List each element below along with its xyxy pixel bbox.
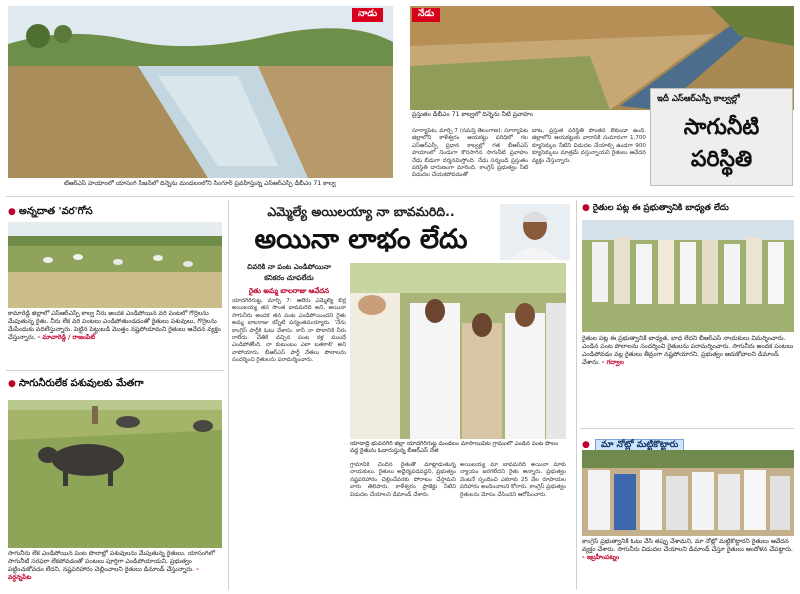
title-box-line3: పరిస్థితి [690,147,753,172]
left-mid-heading-text: అన్నదాత 'వర'గోస [18,206,93,217]
divider-top [6,196,794,197]
tag-then: నాడు [352,8,383,22]
center-headline-small: ఎమ్మెల్యే అయిలయ్యా నా బావమరిది.. [267,204,455,219]
center-subhead-3: రైతు అమ్మ బాలరాజు ఆవేదన [248,287,330,295]
left-mid-caption [8,310,222,360]
right-top-byline: - గద్వాల [601,359,624,366]
mla-portrait [500,204,570,260]
buffalo-grazing-photo [8,400,222,548]
divider-right-mid [580,428,794,429]
caption-now: ప్రస్తుతం డీబీఎం 71 కాల్వలో దిన్నెను నీటి ప్రవాహం [412,111,533,118]
right-bottom-heading: ● మా నోట్లో మట్టికొట్టారు [582,432,684,452]
right-bottom-byline: - ఇబ్రహీంపట్నం [582,554,620,561]
title-box-line2: సాగునీటి [683,115,760,140]
center-headline-big: అయినా లాభం లేదు [254,224,468,255]
sheep-grazing-photo [8,222,222,308]
divider-left-col [228,200,229,590]
center-body-col-right: అయిలయ్య మా బావమరిది అయినా మాకు న్యాయం జరగలేదని రైతు అన్నారు. ప్రభుత్వం వెంటనే స్పందించి ఎకరాకు 25 వేల రూపాయల పరిహారం అందించాలని కోరారు. కాంగ్రెస్ ప్రభుత్వం రైతులను మోసం చేసిందని ఆరోపించారు. [460,462,566,498]
center-subhead-2: కనికరం చూపలేదు [264,274,314,282]
tag-now: నేడు [412,8,440,22]
divider-left-mid [6,370,224,371]
right-top-heading: ● రైతుల పట్ల ఈ ప్రభుత్వానికి బాధ్యత లేదు [582,203,729,213]
left-bottom-heading-text: సాగునీరులేక పశువులకు మేతగా [18,378,144,389]
farmers-protest-photo [582,450,794,536]
right-bottom-caption-text: కాంగ్రెస్ ప్రభుత్వానికి ఓటు వేసి తప్పు చేశామని, మా నోట్లో మట్టికొట్టారని రైతులు ఆవేదన వ్యక్తం చేశారు. సాగునీరు విడుదల చేయాలని డిమాండ్ చేస్తూ రైతులు ఆందోళన చేపట్టారు. [582,538,793,553]
center-photo-caption: యాదాద్రి భువనగిరి జిల్లా యాదగిరిగుట్ట మండలం మాసాయిపేట గ్రామంలో ఎండిన పంట పొలం వద్ద రైతును ఓదారుస్తున్న బీఆర్ఎస్ నేత [350,441,559,455]
left-mid-byline: - మాచారెడ్డి / రాజంపేట్ [37,334,96,341]
right-top-heading-text: రైతుల పట్ల ఈ ప్రభుత్వానికి బాధ్యత లేదు [592,203,729,213]
right-bottom-heading-text: మా నోట్లో మట్టికొట్టారు [595,439,684,451]
top-body-col1: సూర్యాపేట, మార్చి 7 (నమస్తే తెలంగాణ): సూర్యాపేట జిల్లాలోని కాళేశ్వరం ఆయకట్టు పరిధిలో గల ఎస్ఆర్ఎస్పీ ప్రధాన కాల్వల్లో గత బీఆర్ఎస్ హయాంలో నిండుగా కొనసాగిన సాగునీటి ప్రవాహం నేడు బీడుగా దర్శనమిస్తోంది. నేడు సన్నబడి ప్రస్తుతం పరిస్థితి దారుణంగా మారింది. కాంగ్రెస్ ప్రభుత్వం నీటి విడుదల చేయకపోవడంతో [412,128,528,179]
left-bottom-caption-text: సాగునీరు లేక ఎండిపోయిన పంట పొలాల్లో పశువులను మేపుతున్న రైతులు. యాసంగిలో సాగునీటి సరఫరా లేకపోవడంతో పంటలు పూర్తిగా ఎండిపోయాయని, ప్రభుత్వం పట్టించుకోవడం లేదని, నష్టపరిహారం చెల్లించాలని రైతులు డిమాండ్ చేస్తున్నారు. [8,550,215,573]
farmer-consoled-photo [350,263,566,439]
left-bottom-caption [8,550,222,592]
top-body-col2: బాట, ప్రస్తుత పరిస్థితి పొంతన లేకుండా ఉంది. జిల్లాలోని ఆయకట్టుకు వారానికి సుమారుగా 1,700 క్యూసెక్కుల నీటిని విడుదల చేయాల్సి ఉండగా 900 క్యూసెక్కులు మాత్రమే వస్తున్నాయని రైతులు ఆవేదన వ్యక్తం చేస్తున్నారు. [532,128,646,164]
left-bottom-byline: - వర్ధన్నపేట [8,566,199,581]
canal-photo-then [8,6,393,178]
left-mid-caption-text: కామారెడ్డి జిల్లాలో ఎస్ఆర్ఎస్పీ కాల్వ నీరు అందక ఎండిపోయిన వరి పంటలో గొర్రెలను మేపుతున్న రైతు. నీరు లేక వరి పంటలు ఎండిపోతుండడంతో రైతులు పశువులు, గొర్రెలను మేపేందుకు వదిలేస్తున్నారు. పెట్టిన పెట్టుబడి మొత్తం నష్టపోయామని రైతులు ఆవేదన వ్యక్తం చేస్తున్నారు. [8,310,221,341]
right-top-caption [582,335,794,427]
divider-right-col [576,200,577,590]
center-body-col-mid: గ్రామానికి చెందిన రైతుతో మాట్లాడుతున్న నాయకులు. రైతులు అధైర్యపడవద్దని, ప్రభుత్వం నష్టపరిహారం చెల్లించేవరకు పోరాటం చేస్తామని వారు తెలిపారు. కాళేశ్వరం ప్రాజెక్టు నీటిని విడుదల చేయాలని డిమాండ్ చేశారు. [350,462,456,498]
center-body-col-left: యాదగిరిగుట్ట, మార్చి 7: ఆలేరు ఎమ్మెల్యే బీర్ల అయిలయ్య తన సొంత బావమరిది అని, అయినా సాగునీరు అందక తన పంట ఎండిపోయిందని రైతు అమ్మ బాలరాజు కన్నీటి పర్యంతమయ్యారు. 'నేను కాంగ్రెస్ పార్టీకి ఓటు వేశాను. కానీ నా పొలానికి నీరు రాలేదు. చేతికి వచ్చిన పంట కళ్ల ముందే ఎండిపోతోంది. నా కుటుంబం ఎలా బతకాలి' అని వాపోయారు. బీఆర్ఎస్ పార్టీ నేతలు పొలాలను సందర్శించి రైతులను పరామర్శించారు. [232,298,346,364]
center-subhead-1: చివరికి నా పంట ఎండిపోయినా [247,263,331,271]
left-mid-heading: ● అన్నదాత 'వర'గోస [8,206,93,217]
title-box [650,88,793,186]
right-top-caption-text: రైతుల పట్ల ఈ ప్రభుత్వానికి బాధ్యత, బాధ లేదని బీఆర్ఎస్ నాయకులు విమర్శించారు. ఎండిన పంట పొలాలను సందర్శించి రైతులను పరామర్శించారు. సాగునీరు అందక పంటలు ఎండిపోవడం వల్ల రైతులు తీవ్రంగా నష్టపోయారని, ప్రభుత్వం ఆదుకోవాలని డిమాండ్ చేశారు. [582,335,794,366]
right-bottom-caption [582,538,794,592]
caption-then: టీఆర్ఎస్ హయాంలో యాసంగి సీజన్‌లో దిన్నెను మండలంలోని సింగూర్ ప్రవహిస్తున్న ఎస్ఆర్ఎస్పీ డీబీఎం 71 కాల్వ [64,180,336,187]
title-box-line1: ఇదీ ఎస్ఆర్ఎస్పీ కాల్వల్లో [657,94,740,104]
leaders-field-visit-photo [582,220,794,332]
left-bottom-heading: ● సాగునీరులేక పశువులకు మేతగా [8,378,144,389]
